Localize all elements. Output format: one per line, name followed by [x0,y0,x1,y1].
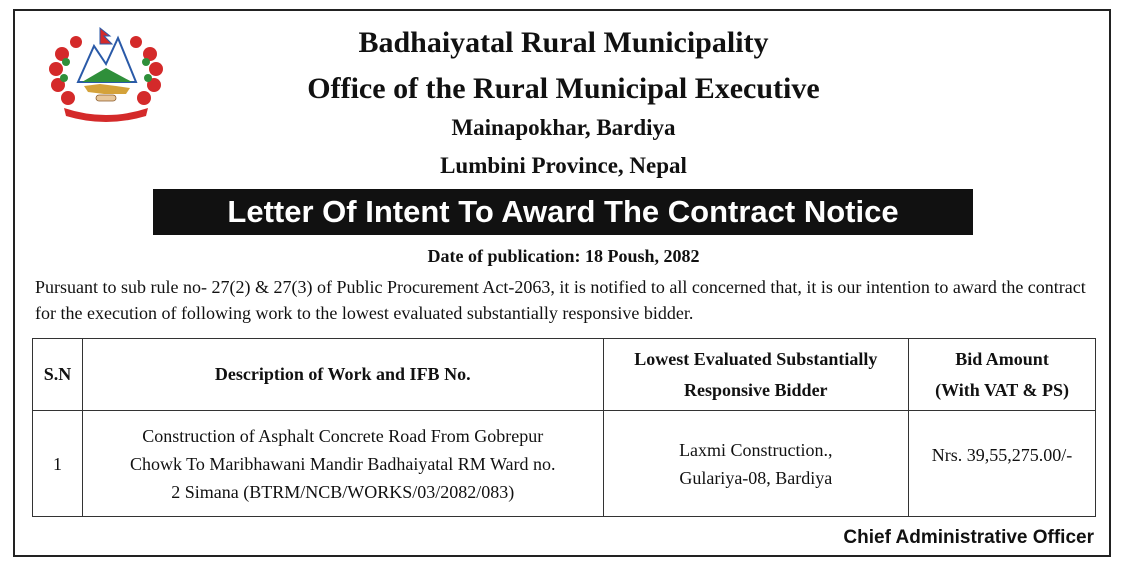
notice-paragraph: Pursuant to sub rule no- 27(2) & 27(3) of Public Procurement Act-2063, it is notified to all concerned that, it is our intention to award the contract for the execution of following work to the lowest evaluated substantially responsive bidder. [35,277,1086,323]
header-bidder-line-2: Responsive Bidder [684,379,828,400]
table-header-row [33,339,1096,411]
address-line-1: Mainapokhar, Bardiya [451,115,676,140]
header-amount-line-1: Bid Amount [955,348,1049,369]
cell-bidder [603,411,909,517]
header-bidder [603,339,909,411]
header-sn: S.N [33,339,83,411]
bidder-line-1: Laxmi Construction., [679,439,833,460]
cell-sn: 1 [33,411,83,517]
municipality-title: Badhaiyatal Rural Municipality [358,26,769,59]
signatory: Chief Administrative Officer [843,527,1094,548]
notice-banner: Letter Of Intent To Award The Contract Notice [153,189,973,235]
address-line-2: Lumbini Province, Nepal [440,153,687,178]
description-line-2: Chowk To Maribhawani Mandir Badhaiyatal RM Ward no. [129,453,556,474]
cell-amount: Nrs. 39,55,275.00/- [909,411,1096,517]
description-line-3: 2 Simana (BTRM/NCB/WORKS/03/2082/083) [171,481,515,502]
description-line-1: Construction of Asphalt Concrete Road From Gobrepur [142,425,544,446]
award-table [32,338,1096,517]
header-amount-line-2: (With VAT & PS) [935,379,1069,400]
table-row [33,411,1096,517]
header-amount [909,339,1096,411]
bidder-line-2: Gulariya-08, Bardiya [679,467,833,488]
header-bidder-line-1: Lowest Evaluated Substantially [634,348,878,369]
office-title: Office of the Rural Municipal Executive [307,72,820,105]
cell-description [82,411,603,517]
header-description: Description of Work and IFB No. [82,339,603,411]
publication-date: Date of publication: 18 Poush, 2082 [427,246,700,266]
